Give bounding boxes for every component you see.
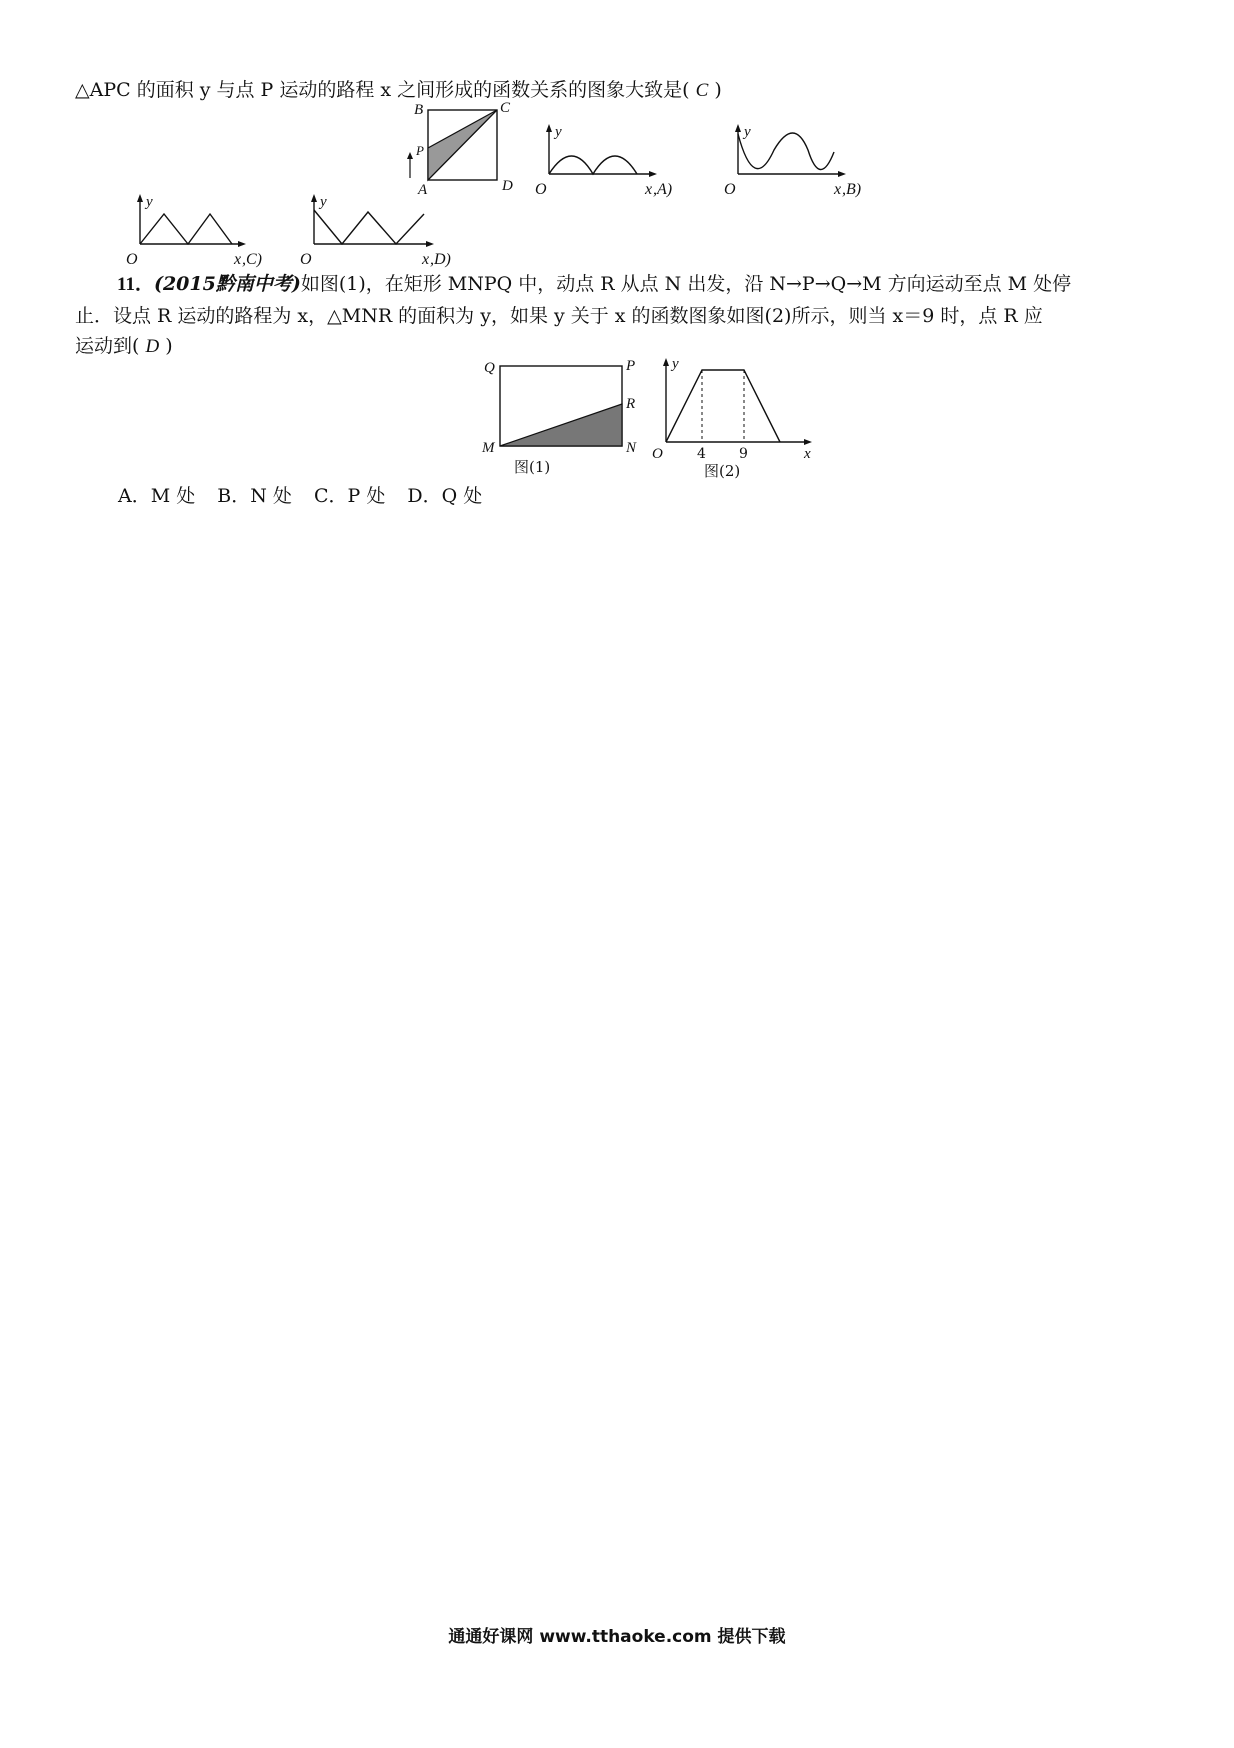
q11-line2 [75,304,1165,328]
choice-B: B．N 处 [217,485,292,507]
q11-text2: 止．设点 R 运动的路程为 x，△MNR 的面积为 y，如果 y 关于 x 的函数图象如图(2)所示，则当 x＝9 时，点 R 应 [75,305,1043,327]
label-M: M [482,440,495,456]
q11-text1: 如图(1)，在矩形 MNPQ 中，动点 R 从点 N 出发，沿 N→P→Q→M 方向运动至点 M 处停 [300,273,1072,295]
tick-4: 4 [697,446,706,462]
footer-credit: 通通好课网 www.tthaoke.com 提供下载 [448,1627,786,1647]
origin-label: O [724,181,736,198]
option-label: ,D) [430,251,451,268]
origin-label: O [126,251,138,268]
y-label: y [672,356,679,372]
y-label: y [146,194,153,210]
label-C: C [500,100,511,116]
label-D: D [502,178,513,194]
option-label: ,C) [242,251,262,268]
y-label: y [555,124,562,140]
caption-fig1: 图(1) [514,458,551,476]
q11-line1 [75,272,1165,297]
q10-stem-text: △APC 的面积 y 与点 P 运动的路程 x 之间形成的函数关系的图象大致是( [75,79,690,101]
choice-A: A．M 处 [118,485,196,507]
q11-answer: D [145,336,160,357]
choice-C: C．P 处 [313,485,386,507]
origin-label: O [535,181,547,198]
x-label: x [804,446,811,462]
q11-close: ) [165,335,173,357]
q10-answer: C [695,80,709,101]
label-Q: Q [484,360,495,376]
label-P: P [626,358,636,374]
fig10-graph-D [300,192,480,272]
label-R: R [626,396,636,412]
origin-label: O [652,446,663,462]
origin-label: O [300,251,312,268]
x-label: x [422,251,430,268]
fig11-rectangle [478,356,648,476]
q11-source: (2015黔南中考) [153,273,301,295]
choice-D: D．Q 处 [407,485,483,507]
label-B: B [414,102,424,118]
label-N: N [626,440,637,456]
q11-text3: 运动到( [75,335,140,357]
x-label: x [834,181,842,198]
q10-close: ) [714,79,722,101]
q10-stem [75,78,1165,103]
y-label: y [744,124,751,140]
x-label: x [645,181,653,198]
fig10-graph-B [716,122,886,202]
caption-fig2: 图(2) [704,462,741,480]
fig10-graph-C [112,192,282,272]
label-P: P [416,143,424,158]
fig10-graph-A [525,122,695,202]
tick-9: 9 [739,446,748,462]
q11-choices [118,484,498,508]
fig11-graph [652,352,832,478]
fig10-square [400,100,513,200]
option-label: ,A) [653,181,673,198]
q11-number: 11． [117,274,154,295]
option-label: ,B) [842,181,862,198]
label-A: A [418,182,428,198]
x-label: x [234,251,242,268]
y-label: y [320,194,327,210]
